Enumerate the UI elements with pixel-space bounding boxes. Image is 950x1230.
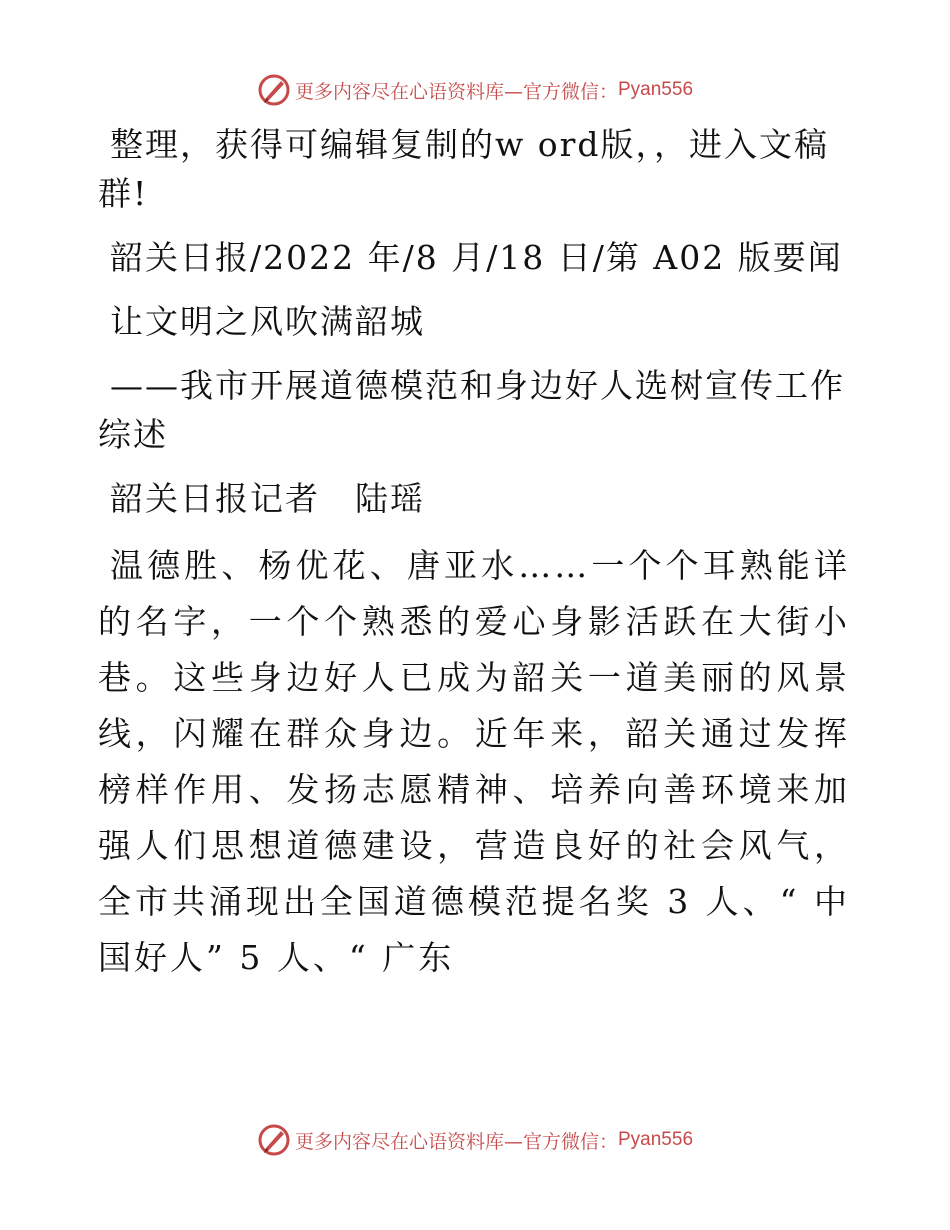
banner-text: 更多内容尽在心语资料库—官方微信： <box>294 1130 618 1153</box>
banner-wechat-id: Pyan556 <box>618 79 694 100</box>
byline: 韶关日报记者 陆瑶 <box>110 479 425 518</box>
intro-line: 整理，获得可编辑复制的w ord版，，进入文稿群! <box>98 125 830 213</box>
quill-logo-icon <box>257 1123 291 1157</box>
body-paragraph: 温德胜、杨优花、唐亚水……一个个耳熟能详的名字，一个个熟悉的爱心身影活跃在大街小巷。这些身边好人已成为韶关一道美丽的风景线，闪耀在群众身边。近年来，韶关通过发挥榜样作用、发扬志愿精神、培养向善环境来加强人们思想道德建设，营造良好的社会风气，全市共涌现出全国道德模范提名奖 3 人、“ 中国好人” 5 人、“ 广东 <box>98 546 850 977</box>
article-subtitle: ——我市开展道德模范和身边好人选树宣传工作综述 <box>98 366 845 454</box>
banner-text: 更多内容尽在心语资料库—官方微信： <box>294 80 618 103</box>
article-title: 让文明之风吹满韶城 <box>110 302 425 341</box>
quill-logo-icon <box>257 73 291 107</box>
document-content <box>98 120 850 986</box>
banner-wechat-id: Pyan556 <box>618 1129 694 1150</box>
footer-banner <box>0 1120 950 1160</box>
header-banner <box>0 70 950 110</box>
source-line: 韶关日报/2022 年/8 月/18 日/第 A02 版要闻 <box>110 238 843 277</box>
